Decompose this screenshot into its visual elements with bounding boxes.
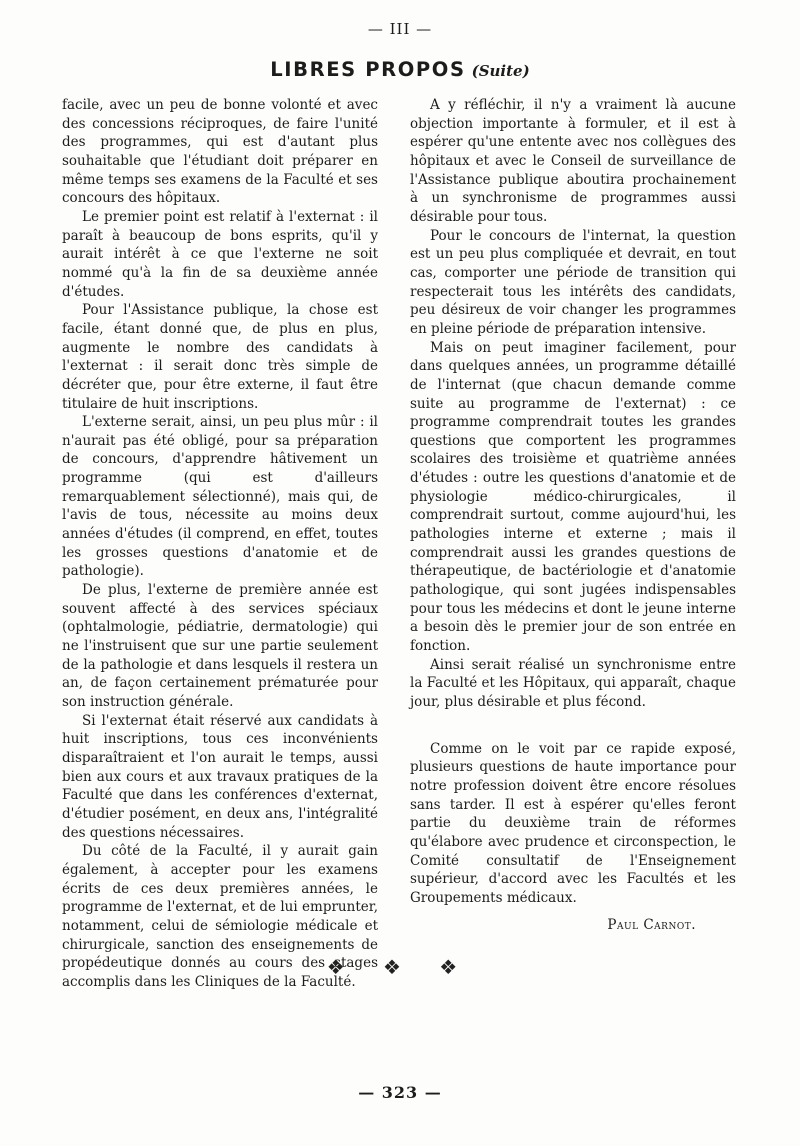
page-number: — 323 — — [358, 1083, 442, 1102]
paragraph: Du côté de la Faculté, il y aurait gain également, à accepter pour les examens écrits de ces deux premières années, le programme de l'externat, et de lui emprunter, notamment, celui de sémiologie médicale et chirurgicale, sanction des enseignements de propédeutique donnés au cours des stages accomplis dans les Cliniques de la Faculté. — [62, 843, 378, 990]
author-signature: Paul Carnot. — [607, 916, 696, 933]
paragraph: De plus, l'externe de première année est souvent affecté à des services spéciaux (ophtalmologie, pédiatrie, dermatologie) qui ne l'instruisent que sur une partie seulement de la pathologie et dans lesquels il restera un an, de façon certainement prématurée pour son instruction générale. — [62, 582, 378, 710]
paragraph: L'externe serait, ainsi, un peu plus mûr : il n'aurait pas été obligé, pour sa préparation de concours, d'apprendre hâtivement un programme (qui est d'ailleurs remarquablement sélectionné), mais qui, de l'avis de tous, nécessite au moins deux années d'études (il comprend, en effet, toutes les grosses questions d'anatomie et de pathologie). — [62, 414, 378, 580]
paragraph: Mais on peut imaginer facilement, pour dans quelques années, un programme détaillé de l'internat (que chacun demande comme suite au programme de l'externat) : ce programme comprendrait toutes les grandes questions que comportent les programmes scolaires des troisième et quatrième années d'études : outre les questions d'anatomie et de physiologie médico-chirurgicales, il comprendrait surtout, comme aujourd'hui, les pathologies interne et externe ; mais il comprendrait aussi les grandes questions de thérapeutique, de bactériologie et d'anatomie pathologique, qui sont jugées indispensables pour tous les médecins et dont le jeune interne a besoin dès le premier jour de son entrée en fonction. — [410, 339, 736, 655]
paragraph: facile, avec un peu de bonne volonté et avec des concessions réciproques, de faire l'unité des programmes, qui est d'autant plus souhaitable que l'étudiant doit préparer en même temps ses examens de la Faculté et ses concours des hôpitaux. — [62, 97, 378, 207]
paragraph: A y réfléchir, il n'y a vraiment là aucune objection importante à formuler, et il est à espérer qu'une entente avec nos collègues des hôpitaux et avec le Conseil de surveillance de l'Assistance publique aboutira prochainement à un synchronisme de programmes aussi désirable pour tous. — [410, 97, 736, 225]
decorative-ornament-icon: ❖ ❖ ❖ — [326, 955, 474, 979]
paragraph: Si l'externat était réservé aux candidats à huit inscriptions, tous ces inconvénients disparaîtraient et l'on aurait le temps, aussi bien aux cours et aux travaux pratiques de la Faculté que dans les conférences d'externat, d'étudier posément, en deux ans, l'intégralité des questions nécessaires. — [62, 712, 378, 841]
paragraph: Pour l'Assistance publique, la chose est facile, étant donné que, de plus en plus, augmente le nombre des candidats à l'externat : il serait donc très simple de décréter que, pour être externe, il faut être titulaire de huit inscriptions. — [62, 302, 378, 412]
paragraph: Ainsi serait réalisé un synchronisme entre la Faculté et les Hôpitaux, qui apparaît, chaque jour, plus désirable et plus fécond. — [410, 656, 736, 710]
paragraph: Pour le concours de l'internat, la question est un peu plus compliquée et devrait, en tout cas, comporter une période de transition qui respecterait tous les intérêts des candidats, peu désireux de voir changer les programmes en pleine période de préparation intensive. — [410, 227, 736, 337]
left-column — [62, 96, 378, 992]
roman-page-header: — III — — [367, 20, 433, 38]
paragraph: Comme on le voit par ce rapide exposé, plusieurs questions de haute importance pour notre profession doivent être encore résolues sans tarder. Il est à espérer qu'elles feront partie du deuxième train de réformes qu'élabore avec prudence et circonspection, le Comité consultatif de l'Enseignement supérieur, d'accord avec les Facultés et les Groupements médicaux. — [410, 740, 736, 906]
article-title: LIBRES PROPOS — [270, 58, 466, 81]
article-heading — [0, 58, 800, 81]
article-subtitle: (Suite) — [471, 62, 530, 80]
paragraph: Le premier point est relatif à l'externat : il paraît à beaucoup de bons esprits, qu'il y aurait intérêt à ce que l'externe ne soit nommé qu'à la fin de sa deuxième année d'études. — [62, 208, 378, 300]
right-column — [410, 96, 736, 934]
